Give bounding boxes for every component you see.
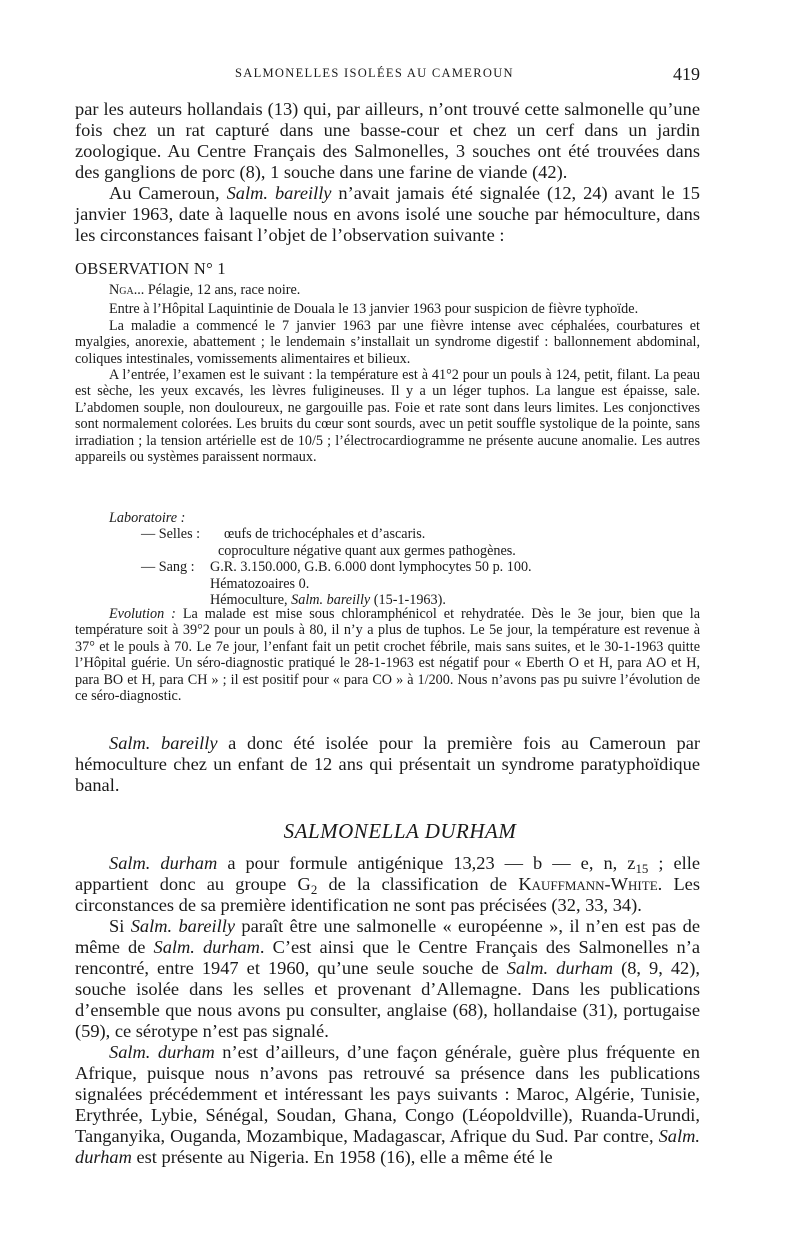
species-name: Salm. durham — [109, 1042, 215, 1062]
sang-value-2: Hématozoaires 0. — [210, 575, 310, 592]
observation-title: OBSERVATION N° 1 — [75, 259, 226, 278]
text-run: ; elle appartient donc au groupe G — [75, 853, 700, 894]
admission-paragraph: Entre à l’Hôpital Laquintinie de Douala le 13 janvier 1963 pour suspicion de fièvre typhoïde. — [109, 301, 639, 318]
sang-row-1 — [75, 559, 700, 575]
intro-paragraph-1: par les auteurs hollandais (13) qui, par ailleurs, n’ont trouvé cette salmonelle qu’une fois chez un rat capturé dans une basse-cour et chez un cerf dans un jardin zoologique. Au Centre Français des Salmonelles, 3 souches ont été trouvées dans des ganglions de porc (8), 1 souche dans une farine de viande (42). — [75, 99, 700, 182]
running-title: SALMONELLES ISOLÉES AU CAMEROUN — [235, 66, 514, 80]
text-run: n’est d’ailleurs, d’une façon générale, guère plus fréquente en Afrique, puisque nous n’avons pas retrouvé sa présence dans les publications signalées précédemment et intéressant les pays suivants : Maroc, Algérie, Tunisie, Erythrée, Lybie, Sénégal, Soudan, Ghana, Congo (Léopoldville), Ruanda-Urundi, Tanganyika, Ouganda, Mozambique, Madagascar, Afrique du Sud. Par contre, — [75, 1042, 700, 1146]
species-name: Salm. durham — [506, 958, 614, 978]
conclusion-paragraph — [75, 733, 700, 796]
patient-line — [75, 282, 700, 298]
history-paragraph: La maladie a commencé le 7 janvier 1963 par une fièvre intense avec céphalées, courbatures et myalgies, anorexie, abattement ; le lendemain s’installait un syndrome digestif : ballonnement abdominal, coliques intestinales, vomissements alimentaires et bilieux. — [75, 317, 700, 367]
observation-body — [75, 282, 700, 465]
durham-paragraph-1 — [75, 853, 700, 916]
conclusion-section — [75, 733, 700, 796]
text-run: paraît être une salmonelle « européenne », il n’en est pas de même de — [75, 916, 701, 957]
species-name: Salm. bareilly — [109, 733, 218, 753]
durham-section — [75, 853, 700, 1168]
lab-heading-row — [75, 510, 700, 526]
observation-section — [75, 259, 700, 279]
intro-paragraph-2 — [75, 183, 700, 246]
text-run: ... Pélagie, 12 ans, race noire. — [133, 282, 301, 298]
laboratory-section — [75, 510, 700, 608]
evolution-section — [75, 606, 700, 704]
selles-value-1: œufs de trichocéphales et d’ascaris. — [224, 526, 426, 543]
subscript: 15 — [635, 861, 649, 876]
durham-paragraph-3 — [75, 1042, 700, 1168]
page-header — [75, 64, 700, 88]
text-run: de la classification de — [317, 874, 519, 894]
page-number: 419 — [673, 64, 700, 84]
sang-value-1: G.R. 3.150.000, G.B. 6.000 dont lymphocytes 50 p. 100. — [210, 559, 532, 576]
text-run: . Les circonstances de sa première identification ne sont pas précisées (32, 33, 34). — [75, 874, 700, 915]
durham-paragraph-2 — [75, 916, 700, 1042]
species-name: Salm. bareilly — [130, 916, 235, 936]
patient-name: Nga — [109, 282, 134, 298]
author-names: Kauffmann-White — [518, 874, 658, 894]
sang-label: — Sang : — [141, 559, 195, 576]
text-run: Hémoculture, — [210, 591, 292, 608]
exam-paragraph: A l’entrée, l’examen est le suivant : la température est à 41°2 pour un pouls à 124, petit, filant. La peau est sèche, les yeux excavés, les lèvres fuligineuses. Il y a un léger tuphos. La langue est épaisse, sale. L’abdomen souple, non douloureux, ne gargouille pas. Foie et rate sont dans leurs limites. Les conjonctives sont normalement colorées. Les bruits du cœur sont sourds, avec un petit souffle systolique de la pointe, sans irradiation ; la tension artérielle est de 10/5 ; l’électrocardiogramme ne présente aucune anomalie. Les autres appareils ou systèmes paraissent normaux. — [75, 367, 700, 466]
evolution-paragraph — [75, 606, 700, 704]
species-name: Salm. bareilly — [226, 183, 332, 203]
lab-heading: Laboratoire : — [109, 510, 186, 526]
text-run: (15-1-1963). — [370, 591, 446, 608]
subscript: 2 — [310, 882, 318, 897]
text-run: n’avait jamais été signalée (12, 24) avant le 15 janvier 1963, date à laquelle nous en avons isolé une souche par hémoculture, dans les circonstances faisant l’objet de l’observation suivante : — [75, 183, 700, 245]
sang-row-2 — [75, 576, 700, 592]
section-heading: SALMONELLA DURHAM — [283, 819, 517, 843]
text-run: a pour formule antigénique 13,23 — b — e, n, z — [217, 853, 636, 873]
selles-label: — Selles : — [141, 526, 201, 543]
text-run: Au Cameroun, — [109, 183, 227, 203]
species-name: Salm. bareilly — [291, 591, 371, 608]
selles-row-1 — [75, 526, 700, 542]
selles-value-2: coproculture négative quant aux germes pathogènes. — [218, 542, 516, 559]
text-run: a donc été isolée pour la première fois au Cameroun par hémoculture chez un enfant de 12 ans qui présentait un syndrome paratyphoïdique banal. — [75, 733, 700, 795]
text-run: est présente au Nigeria. En 1958 (16), elle a même été le — [131, 1147, 553, 1167]
species-name: Salm. durham — [75, 1126, 700, 1167]
evolution-text: La malade est mise sous chloramphénicol et rehydratée. Dès le 3e jour, bien que la température soit à 39°2 pour un pouls à 80, il n’y a plus de tuphos. Le 5e jour, la température est revenue à 37° et le pouls à 70. Le 7e jour, l’enfant fait un petit crochet fébrile, mais sans suites, et le 30-1-1963 quitte l’Hôpital guérie. Un séro-diagnostic pratiqué le 28-1-1963 est négatif pour « Eberth O et H, para AO et H, para BO et H, para CH » ; il est positif pour « para CO » à 1/200. Nous n’avons pas pu suivre l’évolution de ce séro-diagnostic. — [75, 606, 700, 705]
text-run: . C’est ainsi que le Centre Français des Salmonelles n’a rencontré, entre 1947 et 1960, qu’une seule souche de — [75, 937, 700, 978]
evolution-label: Evolution : — [109, 606, 176, 622]
species-name: Salm. durham — [153, 937, 260, 957]
selles-row-2 — [75, 543, 700, 559]
species-name: Salm. durham — [109, 853, 218, 873]
text-run: (8, 9, 42), souche isolée dans les selles et provenant d’Allemagne. Dans les publications d’ensemble que nous avons pu consulter, anglaise (68), hollandaise (31), portugaise (59), ce sérotype n’est pas signalé. — [75, 958, 700, 1041]
text-run: Si — [109, 916, 131, 936]
intro-section — [75, 99, 700, 246]
